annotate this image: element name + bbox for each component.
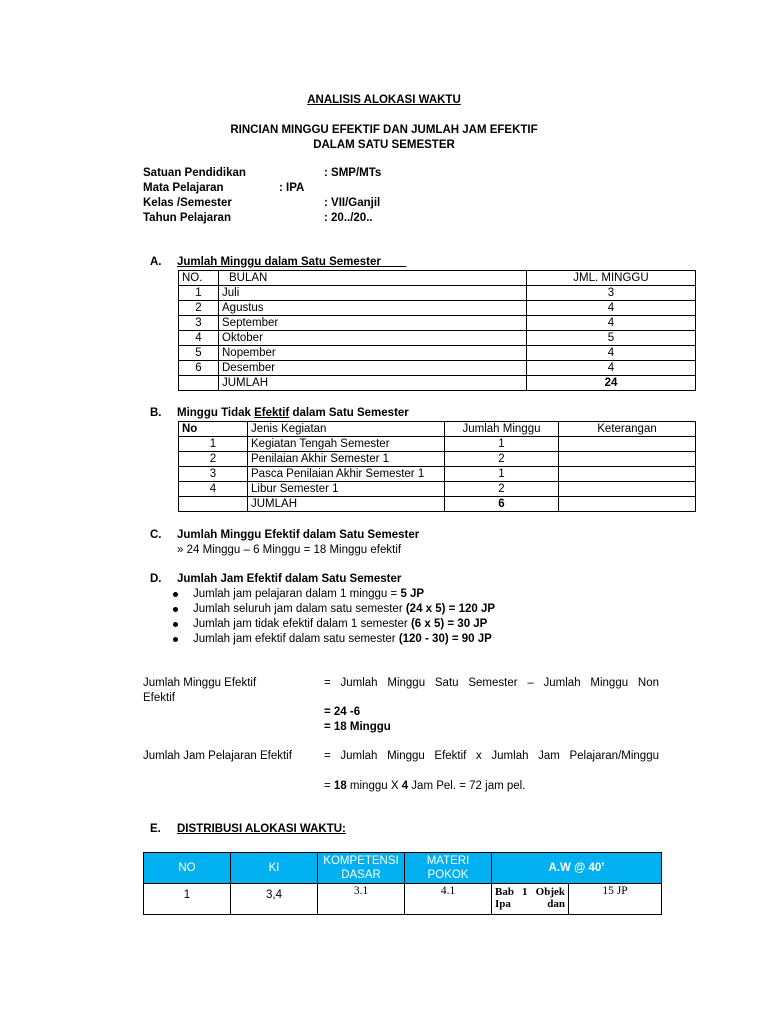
table-non-effective-weeks [178,421,696,512]
info-label: Kelas /Semester [143,197,232,209]
header-cell: No [179,422,248,437]
table-row: 4 Libur Semester 1 2 [179,482,696,497]
list-item: Jumlah jam pelajaran dalam 1 minggu = 5 JP [171,587,495,602]
header-cell: JML. MINGGU [527,271,696,286]
section-letter: A. [150,256,162,268]
bullet-icon [173,607,178,612]
calc-effective-hours-formula: = Jumlah Minggu Efektif x Jumlah Jam Pelajaran/Minggu [324,750,659,762]
table-row: 3 September 4 [179,316,696,331]
bullet-icon [173,622,178,627]
table-row: 1 Kegiatan Tengah Semester 1 [179,437,696,452]
table-row: 5 Nopember 4 [179,346,696,361]
section-letter: C. [150,529,162,541]
info-label: Tahun Pelajaran [143,212,231,224]
section-title: Minggu Tidak Efektif dalam Satu Semester [177,407,409,419]
table-row: 1 3,4 3.1 4.1 Bab 1 Objek Ipa dan 15 JP [144,884,662,915]
calc-effective-hours-result: = 18 minggu X 4 Jam Pel. = 72 jam pel. [324,780,526,792]
table-row: 4 Oktober 5 [179,331,696,346]
table-row: 2 Penilaian Akhir Semester 1 2 [179,452,696,467]
list-item: Jumlah jam efektif dalam satu semester (120 - 30) = 90 JP [171,632,495,647]
info-value: : IPA [279,182,305,194]
table-header-row [144,853,662,884]
list-item: Jumlah jam tidak efektif dalam 1 semester (6 x 5) = 30 JP [171,617,495,632]
info-year [143,212,543,227]
section-title: Jumlah Minggu Efektif dalam Satu Semester [177,529,420,541]
header-cell: KI [231,853,318,884]
table-row: 1 Juli 3 [179,286,696,301]
bullet-icon [173,592,178,597]
calc-effective-weeks-label-cont: Efektif [143,692,175,704]
list-item: Jumlah seluruh jam dalam satu semester (24 x 5) = 120 JP [171,602,495,617]
header-cell: MATERI POKOK [405,853,492,884]
section-title: Jumlah Minggu dalam Satu Semester [177,256,381,268]
table-weeks-per-month [178,270,696,391]
calc-effective-weeks-label: Jumlah Minggu Efektif [143,677,257,689]
section-letter: D. [150,573,162,585]
header-cell: BULAN [219,271,527,286]
table-row: 3 Pasca Penilaian Akhir Semester 1 1 [179,467,696,482]
calc-effective-weeks-formula: = Jumlah Minggu Satu Semester – Jumlah Minggu Non [324,677,659,689]
header-cell: Keterangan [559,422,696,437]
calc-effective-hours-label: Jumlah Jam Pelajaran Efektif [143,750,292,762]
table-time-distribution [143,852,662,915]
table-total-row: JUMLAH 24 [179,376,696,391]
header-cell: Jumlah Minggu [445,422,559,437]
table-row: 6 Desember 4 [179,361,696,376]
section-c-line: » 24 Minggu – 6 Minggu = 18 Minggu efektif [177,544,402,556]
info-subject [143,182,543,197]
document-subtitle-1: RINCIAN MINGGU EFEKTIF DAN JUMLAH JAM EFEKTIF [230,124,538,136]
header-cell: A.W @ 40’ [492,853,662,884]
table-header-row [179,422,696,437]
header-cell: NO [144,853,231,884]
info-value: : SMP/MTs [324,167,382,179]
info-value: : VII/Ganjil [324,197,381,209]
section-title: Jumlah Jam Efektif dalam Satu Semester [177,573,402,585]
section-title: DISTRIBUSI ALOKASI WAKTU: [177,823,346,835]
header-cell: KOMPETENSI DASAR [318,853,405,884]
section-letter: B. [150,407,162,419]
bullet-icon [173,637,178,642]
header-cell: Jenis Kegiatan [248,422,445,437]
info-value: : 20../20.. [324,212,373,224]
calc-effective-weeks-step: = 24 -6 [324,706,361,718]
table-row: 2 Agustus 4 [179,301,696,316]
calc-effective-weeks-result: = 18 Minggu [324,721,391,733]
document-subtitle-2: DALAM SATU SEMESTER [313,139,455,151]
section-d-bullets [171,587,495,647]
info-label: Mata Pelajaran [143,182,224,194]
info-class [143,197,543,212]
table-header-row [179,271,696,286]
document-title: ANALISIS ALOKASI WAKTU [307,94,461,106]
table-total-row: JUMLAH 6 [179,497,696,512]
section-letter: E. [150,823,161,835]
info-label: Satuan Pendidikan [143,167,246,179]
info-school [143,167,543,182]
header-cell: NO. [179,271,219,286]
